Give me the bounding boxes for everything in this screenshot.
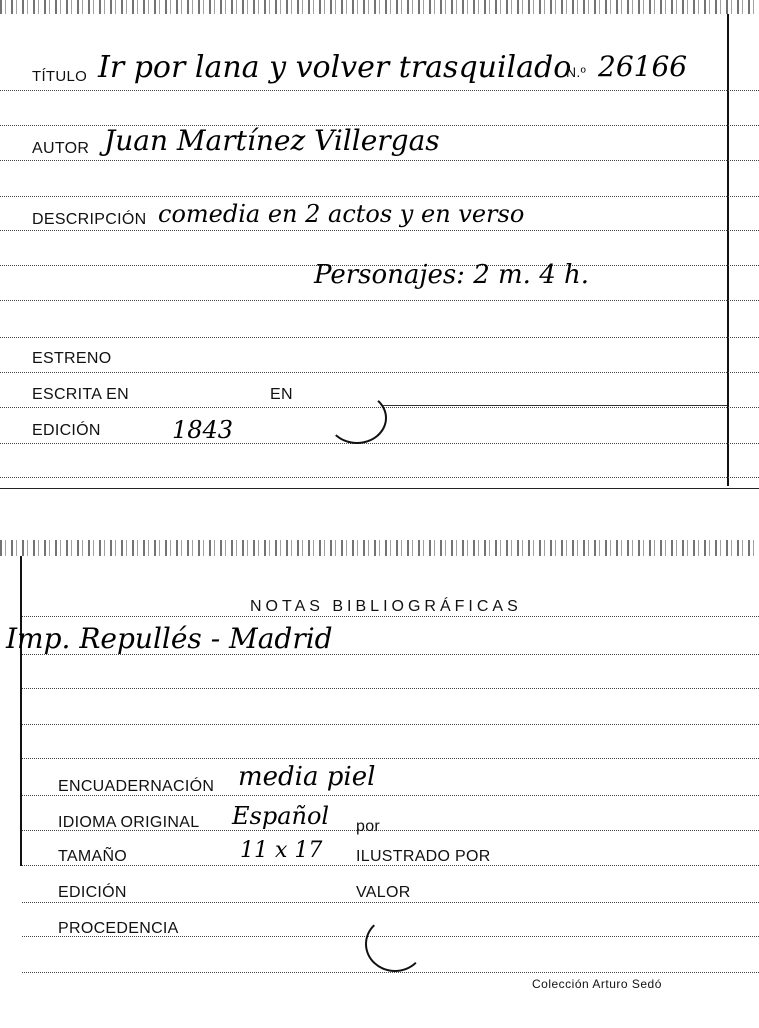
rule <box>22 902 759 903</box>
autor-value: Juan Martínez Villergas <box>104 124 440 157</box>
tamano-label: TAMAÑO <box>58 848 128 865</box>
rule <box>0 90 759 91</box>
card-top-edge <box>0 540 759 556</box>
rule <box>0 443 759 444</box>
rule <box>22 724 759 725</box>
rule <box>0 477 759 478</box>
numero-value: 26166 <box>598 50 688 83</box>
rule <box>22 654 759 655</box>
notas-heading: NOTAS BIBLIOGRÁFICAS <box>250 598 522 615</box>
rule <box>0 337 759 338</box>
encuadernacion-value: media piel <box>238 762 376 792</box>
punch-hole <box>327 392 387 444</box>
descripcion-label: DESCRIPCIÓN <box>32 211 147 228</box>
rule <box>22 758 759 759</box>
edicion-value: 1843 <box>172 416 234 444</box>
ilustrado-label: ILUSTRADO POR <box>356 848 491 865</box>
punch-hole <box>365 916 425 972</box>
rule <box>22 688 759 689</box>
card-left-border <box>20 556 22 866</box>
edicion-label-2: EDICIÓN <box>58 884 127 901</box>
estreno-label: ESTRENO <box>32 350 112 367</box>
edicion-label: EDICIÓN <box>32 422 101 439</box>
procedencia-label: PROCEDENCIA <box>58 920 179 937</box>
idioma-value: Español <box>232 802 330 830</box>
descripcion-value: comedia en 2 actos y en verso <box>158 200 525 228</box>
autor-label: AUTOR <box>32 140 90 157</box>
en-label: EN <box>270 386 293 403</box>
por-label: por <box>356 818 381 835</box>
valor-label: VALOR <box>356 884 411 901</box>
card-right-border <box>727 14 729 486</box>
rule <box>22 616 759 617</box>
card-bottom-edge <box>0 488 759 489</box>
encuadernacion-label: ENCUADERNACIÓN <box>58 778 215 795</box>
rule <box>0 372 759 373</box>
idioma-label: IDIOMA ORIGINAL <box>58 814 200 831</box>
catalog-card-front <box>0 0 759 490</box>
escrita-label: ESCRITA EN <box>32 386 129 403</box>
rule <box>383 405 727 406</box>
rule <box>0 160 759 161</box>
numero-label: N.º <box>566 64 587 80</box>
titulo-value: Ir por lana y volver trasquilado <box>98 50 572 85</box>
rule <box>0 300 759 301</box>
personajes-value: Personajes: 2 m. 4 h. <box>314 260 590 290</box>
rule <box>0 196 759 197</box>
catalog-card-back <box>0 540 759 1010</box>
notas-value: Imp. Repullés - Madrid <box>6 622 333 655</box>
titulo-label: TÍTULO <box>32 68 88 85</box>
coleccion-footer: Colección Arturo Sedó <box>532 977 662 991</box>
rule <box>0 230 759 231</box>
card-top-edge <box>0 0 759 14</box>
rule <box>22 972 759 973</box>
tamano-value: 11 x 17 <box>240 838 323 863</box>
